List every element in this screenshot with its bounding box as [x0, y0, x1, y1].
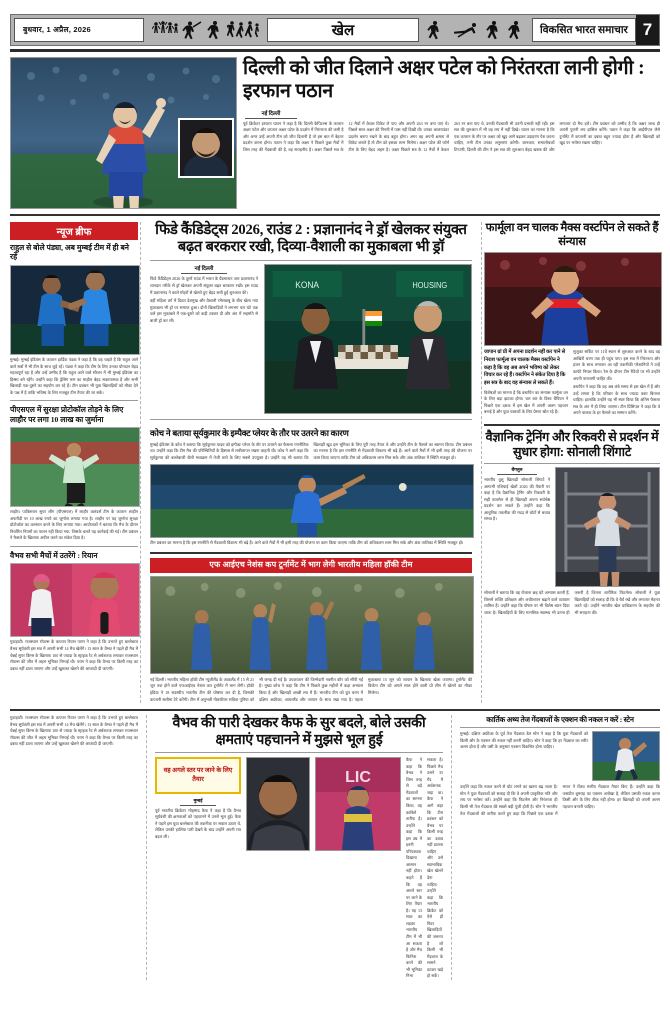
- bottom-right-body-p2: उन्होंने कहा कि नकल करने से चोट लगने का खतरा बढ़ जाता है। स्टेन ने युवा गेंदबाजों को सलाह दी कि वे अपनी प्राकृतिक गति और लय पर भरोसा करें। उन्होंने कहा कि फिटनेस और निरंतरता ही किसी भी तेज गेंदबाज की सबसे बड़ी पूंजी होती है।: [460, 784, 558, 810]
- javelin-icon: [427, 20, 449, 40]
- chess-body-p2: वहीं महिला वर्ग में दिव्या देशमुख और वैशाली रमेशबाबू के बीच खेला गया मुकाबला भी ड्रॉ पर समाप्त हुआ। दोनों खिलाड़ियों ने लगभग चार घंटे तक चले इस मुकाबले में एक-दूसरे को कड़ी टक्कर दी और अंत में सहमति से बाजी ड्रॉ कर ली।: [150, 298, 258, 323]
- impact-body-p1: मुम्बई इंडियंस के कोच ने बताया कि सूर्यकुमार यादव को इम्पैक्ट प्लेयर के तौर पर उतारने का फैसला रणनीतिक था। उन्होंने कहा कि टीम मैच की परिस्थितियों के हिसाब से लचीलापन रखना चाहती थी।: [150, 441, 309, 454]
- bottom-headline-rule: [155, 752, 443, 753]
- right-column: [484, 222, 660, 703]
- f1-body-p3: विशेषज्ञों का मानना है कि वर्स्टापेन का संन्यास फार्मूला वन के लिए बड़ा झटका होगा। चार बार के विश्व चैंपियन ने पिछले एक दशक में इस खेल में अपनी अलग पहचान बनाई है और युवा चालकों के लिए प्रेरणा स्रोत रहे हैं।: [484, 389, 568, 415]
- impact-player-story: [150, 424, 472, 547]
- brief-3-photo: [10, 563, 140, 637]
- chess-story-headline: फिडे कैंडिडेट्स 2026, राउंड 2 : प्रज्ञानानंद ने ड्रॉ खेलकर संयुक्त बढ़त बरकरार रखी, दिव्या-वैशाली का मुकाबला भी ड्रॉ: [155, 222, 467, 256]
- chess-body-p1: फिडे कैंडिडेट्स 2026 के दूसरे राउंड में भारत के ग्रैंडमास्टर आर प्रज्ञानानंद ने शानदार तरीके से ड्रॉ खेलकर अपनी संयुक्त बढ़त बरकरार रखी। इस राउंड में प्रज्ञानानंद ने काले मोहरों से खेलते हुए बेहद सधी हुई शुरुआत की।: [150, 276, 258, 295]
- brief-3-body: गुवाहाटी। राजस्थान रॉयल्स के कप्तान रियान पराग ने कहा है कि उभरते हुए बल्लेबाज वैभव सूर्यवंशी इस सत्र में अपनी सभी 14 मैच खेलेंगे। 13 साल के वैभव ने पहले ही मैच में चेन्नई सुपर किंग्स के खिलाफ 100 से ज्यादा के स्ट्राइक रेट से अर्धशतक लगाकर राजस्थान रॉयल्स की जीत में अहम भूमिका निभाई थी। पराग ने कहा कि वैभव पर किसी तरह का दबाव नहीं डाला जाएगा और उन्हें खुलकर खेलने की आजादी दी जाएगी।: [10, 639, 138, 671]
- hockey-story-kicker: एफ आईएच नेशंस कप टूर्नामेंट में भाग लेगी भारतीय महिला हॉकी टीम: [150, 558, 472, 573]
- news-brief-item-3[interactable]: [10, 551, 138, 672]
- bottom-left-text: गुवाहाटी। राजस्थान रॉयल्स के कप्तान रियान पराग ने कहा है कि उभरते हुए बल्लेबाज वैभव सूर्यवंशी इस सत्र में अपनी सभी 14 मैच खेलेंगे। 13 साल के वैभव ने पहले ही मैच में चेन्नई सुपर किंग्स के खिलाफ 100 से ज्यादा के स्ट्राइक रेट से अर्धशतक लगाकर राजस्थान रॉयल्स की जीत में अहम भूमिका निभाई थी। पराग ने कहा कि वैभव पर किसी तरह का दबाव नहीं डाला जाएगा और उन्हें खुलकर खेलने की आजादी दी जाएगी।: [10, 715, 138, 747]
- lead-bottom-rule: [10, 214, 660, 216]
- dancers-icon: [227, 20, 259, 40]
- hockey-story-photo: [150, 576, 474, 674]
- hockey-top-rule: [150, 552, 472, 554]
- impact-player-photo: [150, 464, 474, 538]
- brief-divider-2: [10, 546, 138, 547]
- lead-story: [10, 57, 660, 209]
- masthead-icons-right: [423, 15, 528, 45]
- impact-player-caption: टीम प्रबंधन का मानना है कि इस रणनीति से गेंदबाजी विकल्प भी बढ़े हैं। आने वाले मैचों में भी इसी तरह की योजना पर काम किया जाएगा ताकि टीम को अधिकतम लाभ मिल सके और अंक तालिका में स्थिति मजबूत हो।: [150, 540, 464, 546]
- lead-body-p3: अक्षर पिछले सत्र के 12 मैचों में केवल 263 रन बना पाए थे, उनकी गेंदबाजी भी उतनी प्रभावी नहीं रही। इस सत्र की शुरुआत में भी वह लय में नहीं दिखे। पठान का मानना है कि एक कप्तान के तौर पर अक्षर को खुद आगे बढ़कर उदाहरण पेश करना चाहिए, तभी टीम उनका अनुसरण करेगी।: [391, 120, 555, 152]
- bottom-body-p3: कहते हैं कि वह अगले स्तर पर जाने के लिए तैयार है। यह 13 साल का लड़का भारतीय टीम में भी आ सकता है और मैच फिनिश करने की भी भूमिका निभा सकता है। पिछले मैच उसने 35 गेंद में अर्धशतक जड़ा था।: [406, 757, 443, 979]
- bottom-right-rule: [460, 727, 660, 728]
- brief-divider-1: [10, 400, 138, 401]
- training-story-headline: वैज्ञानिक ट्रेनिंग और रिकवरी से प्रदर्शन में सुधार होगा: सोनाली शिंगाटे: [485, 429, 659, 459]
- bottom-story-photo-right: [315, 757, 401, 851]
- masthead-section-title: खेल: [267, 18, 419, 42]
- bottom-right-story: [460, 715, 660, 980]
- f1-story-lead-in: जापान ग्रां प्री में अपना प्रदर्शन नहीं कर पाने से निराश फार्मूला वन चालक मैक्स वर्स्टापेन ने कहा है कि वह अब अपने भविष्य को लेकर विचार कर रहे हैं। वर्स्टापेन ने संकेत दिया है कि इस सत्र के बाद वह संन्यास ले सकते हैं।: [484, 349, 566, 386]
- hockey-body-p2: टीम में अनुभवी गोलकीपर सविता पूनिया को भी जगह दी गई है। उपकप्तान की जिम्मेदारी नवनीत कौर को सौंपी गई है। मुख्य कोच ने कहा कि टीम ने पिछले कुछ महीनों में कड़ा अभ्यास किया है और खिलाड़ी अच्छी लय में हैं।: [189, 676, 363, 702]
- impact-player-body: [150, 442, 472, 462]
- bottom-story-photo-left: [246, 757, 310, 851]
- f1-story: [484, 222, 660, 419]
- bottom-story-byline: मुम्बई: [180, 798, 216, 806]
- chess-story-byline: नई दिल्ली: [181, 264, 227, 274]
- f1-story-photo: [484, 252, 662, 346]
- athletes-group-icon: [152, 20, 178, 40]
- impact-body-p2: कोच ने आगे कहा कि सूर्यकुमार की बल्लेबाजी शैली मध्यक्रम में तेजी लाने के लिए सबसे उपयुक्त है। उन्होंने यह भी बताया कि खिलाड़ी खुद इस भूमिका के लिए पूरी तरह तैयार थे और उन्होंने टीम के फैसले का स्वागत किया।: [150, 441, 455, 460]
- runner-icon: [206, 20, 224, 40]
- f1-body-p1: सुजुका सर्किट पर 11वें स्थान से शुरुआत करने के बाद वह आखिरी चरण तक ही पहुंच पाए। इस सत्र में निरंतरता और इंजन के साथ लगातार आ रही तकनीकी परेशानियों ने उन्हें काफी निराश किया। रेस के दौरान टीम रेडियो पर भी उन्होंने अपनी नाराजगी जाहिर की।: [573, 349, 660, 381]
- chess-story: [150, 222, 472, 414]
- training-story-photo: [555, 467, 660, 587]
- brief-2-headline: पीएसएल में सुरक्षा प्रोटोकॉल तोड़ने के लिए लाहौर पर लगा 10 लाख का जुर्माना: [10, 405, 124, 424]
- svg-text:LIC: LIC: [345, 769, 371, 787]
- bottom-body-p1: पूर्व भारतीय क्रिकेटर मोहम्मद कैफ ने कहा है कि वैभव सूर्यवंशी की क्षमताओं को पहचानने में उनसे भूल हुई। कैफ ने पहले इस युवा बल्लेबाज की तकनीक पर सवाल उठाए थे, लेकिन उनकी हालिया पारी देखने के बाद उन्होंने अपनी राय बदल ली।: [155, 807, 241, 839]
- bottom-right-body-p1: मुम्बई। दक्षिण अफ्रीका के पूर्व तेज गेंदबाज डेल स्टेन ने कहा है कि युवा गेंदबाजों को किसी और के एक्शन की नकल नहीं करनी चाहिए। स्टेन ने कहा कि हर गेंदबाज का शरीर अलग होता है और उसी के अनुसार एक्शन विकसित होना चाहिए।: [460, 731, 588, 750]
- main-content-grid: [10, 222, 660, 703]
- training-story-byline: बेंगलुरु: [497, 467, 537, 475]
- lead-body-p1: पूर्व क्रिकेटर इरफान पठान ने कहा है कि दिल्ली कैपिटल्स के कप्तान अक्षर पटेल और कप्तान अक्षर पटेल के प्रदर्शन में निरंतरता की कमी है और अगर उन्हें अपनी टीम को जीत दिलानी है तो इस बात में बेहतर प्रदर्शन करना होगा। पठान ने कहा कि अक्षर ने पिछले कुछ मैचों में जिस तरह की गेंदबाजी की है, वह सराहनीय है।: [243, 120, 344, 152]
- column-separator-left: [140, 222, 141, 703]
- column-separator-right: [481, 222, 482, 703]
- news-brief-header: न्यूज ब्रीफ: [10, 222, 138, 240]
- masthead: [10, 14, 660, 46]
- brief-1-headline: राहुल से बोले पंड्या, अब मुम्बई टीम में ही बने रहें: [10, 243, 129, 262]
- bottom-right-headline: कार्तिक अथ्य तेज गेंदबाजों के एक्शन की नकल न करें : स्टेन: [486, 715, 634, 725]
- bottom-story-callout: वह अगले स्तर पर जाने के लिए तैयार: [155, 757, 241, 794]
- brief-1-photo: [10, 265, 140, 355]
- impact-body-p3: टीम प्रबंधन का मानना है कि इस रणनीति से गेंदबाजी विकल्प भी बढ़े हैं। आने वाले मैचों में भी इसी तरह की योजना पर काम किया जाएगा ताकि टीम को अधिकतम लाभ मिल सके और अंक तालिका में स्थिति मजबूत हो।: [313, 441, 473, 460]
- bottom-right-photo: [592, 731, 660, 781]
- lead-story-byline: नई दिल्ली: [245, 109, 297, 119]
- hockey-body-p3: भारतीय टीम को ग्रुप चरण में दक्षिण अफ्रीका, आयरलैंड और जापान के साथ रखा गया है। पहला मुकाबला 15 जून को जापान के खिलाफ खेला जाएगा। टूर्नामेंट की विजेता टीम को अगले साल होने वाली प्रो लीग में खेलने का मौका मिलेगा।: [259, 676, 472, 702]
- news-brief-item-1[interactable]: [10, 243, 138, 396]
- lead-body-p2: अक्षर पिछले सत्र के 12 मैचों में केवल विकेट ले पाए और अपनी 263 रन बना पाए थे। पिछले साल अक्षर की गिनती में पास नहीं दिखी थी। उनका आलराउंडर प्रदर्शन बनाए रखने के बाद बहुत होगा। अगर वह अपनी क्षमता से विकेट बनाते हैं तो टीम को इसका लाभ मिलेगा। अक्षर पटेल की फॉर्म टीम के लिए बेहद अहम है।: [314, 120, 449, 152]
- middle-column: [143, 222, 479, 703]
- chess-sub-divider: [150, 419, 472, 420]
- brief-2-body: लाहौर। पाकिस्तान सुपर लीग (पीएसएल) में लाहौर कलंदर्स टीम के कप्तान शाहीन अफरीदी पर 10 लाख रुपये का जुर्माना लगाया गया है। शाहीन पर यह जुर्माना सुरक्षा प्रोटोकॉल का उल्लंघन करने के लिए लगाया गया। आयोजकों ने बताया कि मैच के दौरान निर्धारित नियमों का पालन नहीं किया गया, जिसके चलते यह कार्रवाई की गई। टीम प्रबंधन ने फैसले के खिलाफ अपील करने का संकेत दिया है।: [10, 509, 139, 541]
- bottom-section: [10, 709, 660, 980]
- f1-body-p2: वर्स्टापेन ने कहा कि वह अब लंबे समय से इस खेल में हैं और उन्हें लगता है कि परिवार के साथ ज्यादा वक्त बिताना चाहिए। हालांकि उन्होंने यह भी स्पष्ट किया कि अंतिम फैसला सत्र के अंत में ही लिया जाएगा। टीम प्रिंसिपल ने कहा कि वे अपने चालक के हर फैसले का सम्मान करेंगे।: [573, 384, 660, 416]
- lead-story-headline: दिल्ली को जीत दिलाने अक्षर पटेल को निरंतरता लानी होगी : इरफान पठान: [243, 58, 645, 103]
- lead-body-p4: जानकार, समालोचकों टिप्पणी, दिल्ली की टीम ने इस सत्र की शुरुआत बेहद खराब की और लगातार दो मैच हारे। टीम प्रबंधन को उम्मीद है कि अक्षर जल्द ही अपनी पुरानी लय हासिल करेंगे। पठान ने कहा कि आईपीएल जैसे टूर्नामेंट में कप्तानी का दबाव बहुत ज्यादा होता है और खिलाड़ी को खुद पर भरोसा रखना चाहिए।: [454, 120, 660, 152]
- svg-text:HOUSING: HOUSING: [412, 281, 448, 291]
- bottom-separator-right: [451, 715, 452, 980]
- masthead-brand: विकसित भारत समाचार: [532, 18, 636, 42]
- news-brief-column: [10, 222, 138, 703]
- hurdler-icon: [506, 20, 524, 40]
- bottom-right-body-rest: [460, 784, 660, 817]
- cricket-batsman-icon: [181, 20, 203, 40]
- brief-1-body: मुम्बई। मुम्बई इंडियंस के कप्तान हार्दिक पंड्या ने कहा है कि वह चाहते हैं कि राहुल आने वाले सत्रों में भी टीम के साथ जुड़े रहें। पंड्या ने कहा कि टीम के लिए उनका योगदान बेहद महत्वपूर्ण रहा है और उन्हें उम्मीद है कि राहुल आने वाले सीजन में भी मुम्बई इंडियंस का हिस्सा बने रहेंगे। उन्होंने कहा कि ड्रेसिंग रूम का माहौल बेहद सकारात्मक है और सभी खिलाड़ी एक-दूसरे का सहयोग कर रहे हैं। टीम प्रबंधन भी युवा खिलाड़ियों को मौका देने के पक्ष में है ताकि भविष्य के लिए मजबूत टीम तैयार की जा सके।: [10, 356, 138, 395]
- bottom-story-headline: वैभव की पारी देखकर कैफ के सुर बदले, बोले उसकी क्षमताएं पहचानने में मुझसे भूल हुई: [172, 715, 426, 749]
- hockey-body-p1: नई दिल्ली। भारतीय महिला हॉकी टीम न्यूजीलैंड के आकलैंड में 15 से 21 जून तक होने वाले एफआईएच नेशंस कप टूर्नामेंट में भाग लेगी। हॉकी इंडिया ने 18 सदस्यीय भारतीय टीम की घोषणा कर दी है, जिसकी कप्तानी सलीमा टेटे करेंगी।: [150, 676, 254, 702]
- masthead-rule: [10, 49, 660, 52]
- bottom-body-p4: कैफ ने आगे कहा कि टीम प्रबंधन को वैभव पर किसी तरह का दबाव नहीं डालना चाहिए और उसे स्वाभाविक खेल खेलने देना चाहिए। उन्होंने कहा कि भारतीय क्रिकेट को ऐसे ही निडर खिलाड़ियों की जरूरत है जो किसी भी गेंदबाज के सामने डटकर खड़े हो सकें।: [427, 796, 443, 979]
- hockey-story-body: [150, 677, 472, 703]
- impact-player-subheadline: कोच ने बताया सूर्यकुमार के इम्पैक्ट प्लेयर के तौर पर उतरने का कारण: [150, 428, 349, 439]
- brief-2-photo: [10, 427, 140, 507]
- bottom-main-story: [155, 715, 443, 980]
- bottom-left-filler: [10, 715, 138, 980]
- lead-story-body: [243, 121, 660, 154]
- training-story: [484, 430, 660, 616]
- training-headline-rule: [484, 463, 660, 464]
- svg-text:KONA: KONA: [295, 280, 320, 291]
- hockey-story: [150, 558, 472, 703]
- brief-3-headline: वैभव सभी मैचों में उतरेंगे : रियान: [10, 550, 98, 560]
- sprinter-icon: [485, 20, 503, 40]
- f1-story-headline: फार्मूला वन चालक मैक्स वर्स्टापेन ले सकते हैं संन्यास: [485, 222, 659, 248]
- training-body-p2: सोनाली ने बताया कि वह रोजाना छह घंटे अभ्यास करती हैं, जिसमें शक्ति प्रशिक्षण और लचीलापन बढ़ाने वाले व्यायाम शामिल हैं। उन्होंने कहा कि पोषण पर भी विशेष ध्यान दिया जाता है।: [484, 590, 570, 615]
- masthead-icons-left: [148, 15, 263, 45]
- bottom-body-p2: कैफ ने कहा कि वैभव ने जिस तरह से बड़े गेंदबाजों का सामना किया, वह काबिले तारीफ है। उन्होंने कहा कि इस उम्र में इतनी परिपक्वता दिखाना आसान नहीं होता।: [406, 757, 422, 874]
- bottom-story-body: [406, 757, 443, 980]
- training-body-p1: भारतीय वुशू खिलाड़ी सोनाली शिंगाटे ने आगामी एशियाई खेलों 2026 की तैयारी पर कहा है कि वैज्ञानिक ट्रेनिंग और रिकवरी के सही तालमेल से ही खिलाड़ी अपना सर्वश्रेष्ठ प्रदर्शन कर सकते हैं। उन्होंने कहा कि आधुनिक तकनीक की मदद से चोटों से बचाव संभव है।: [484, 477, 550, 522]
- training-story-body: [484, 590, 660, 616]
- masthead-date: बुधवार, 1 अप्रैल, 2026: [14, 18, 144, 42]
- bottom-separator-left: [146, 715, 147, 980]
- training-body-p3: खिलाड़ियों के लिए मानसिक स्वास्थ्य भी उतना ही जरूरी है जितना शारीरिक फिटनेस। सोनाली ने युवा खिलाड़ियों को सलाह दी कि वे धैर्य रखें और लगातार मेहनत करते रहें। उन्होंने भारतीय खेल प्राधिकरण के सहयोग की भी सराहना की।: [497, 590, 660, 615]
- chess-story-photo: [264, 264, 472, 414]
- lead-story-inset-photo: [178, 118, 234, 178]
- bottom-top-rule: [10, 709, 660, 711]
- long-jump-icon: [452, 20, 482, 40]
- chess-headline-rule: [150, 260, 472, 261]
- bottom-right-body-p3: स्टेन ने भारतीय तेज गेंदबाजों की तारीफ करते हुए कहा कि पिछले एक दशक में भारत ने विश्व स्तरीय गेंदबाज तैयार किए हैं। उन्होंने कहा कि जसप्रीत बुमराह का एक्शन अनोखा है, लेकिन उसकी नकल करना किसी और के लिए ठीक नहीं होगा। हर खिलाड़ी को अपनी अलग पहचान बनानी चाहिए।: [460, 784, 660, 816]
- news-brief-item-2[interactable]: [10, 405, 138, 542]
- masthead-page-number: 7: [636, 15, 659, 45]
- training-top-rule: [484, 424, 660, 426]
